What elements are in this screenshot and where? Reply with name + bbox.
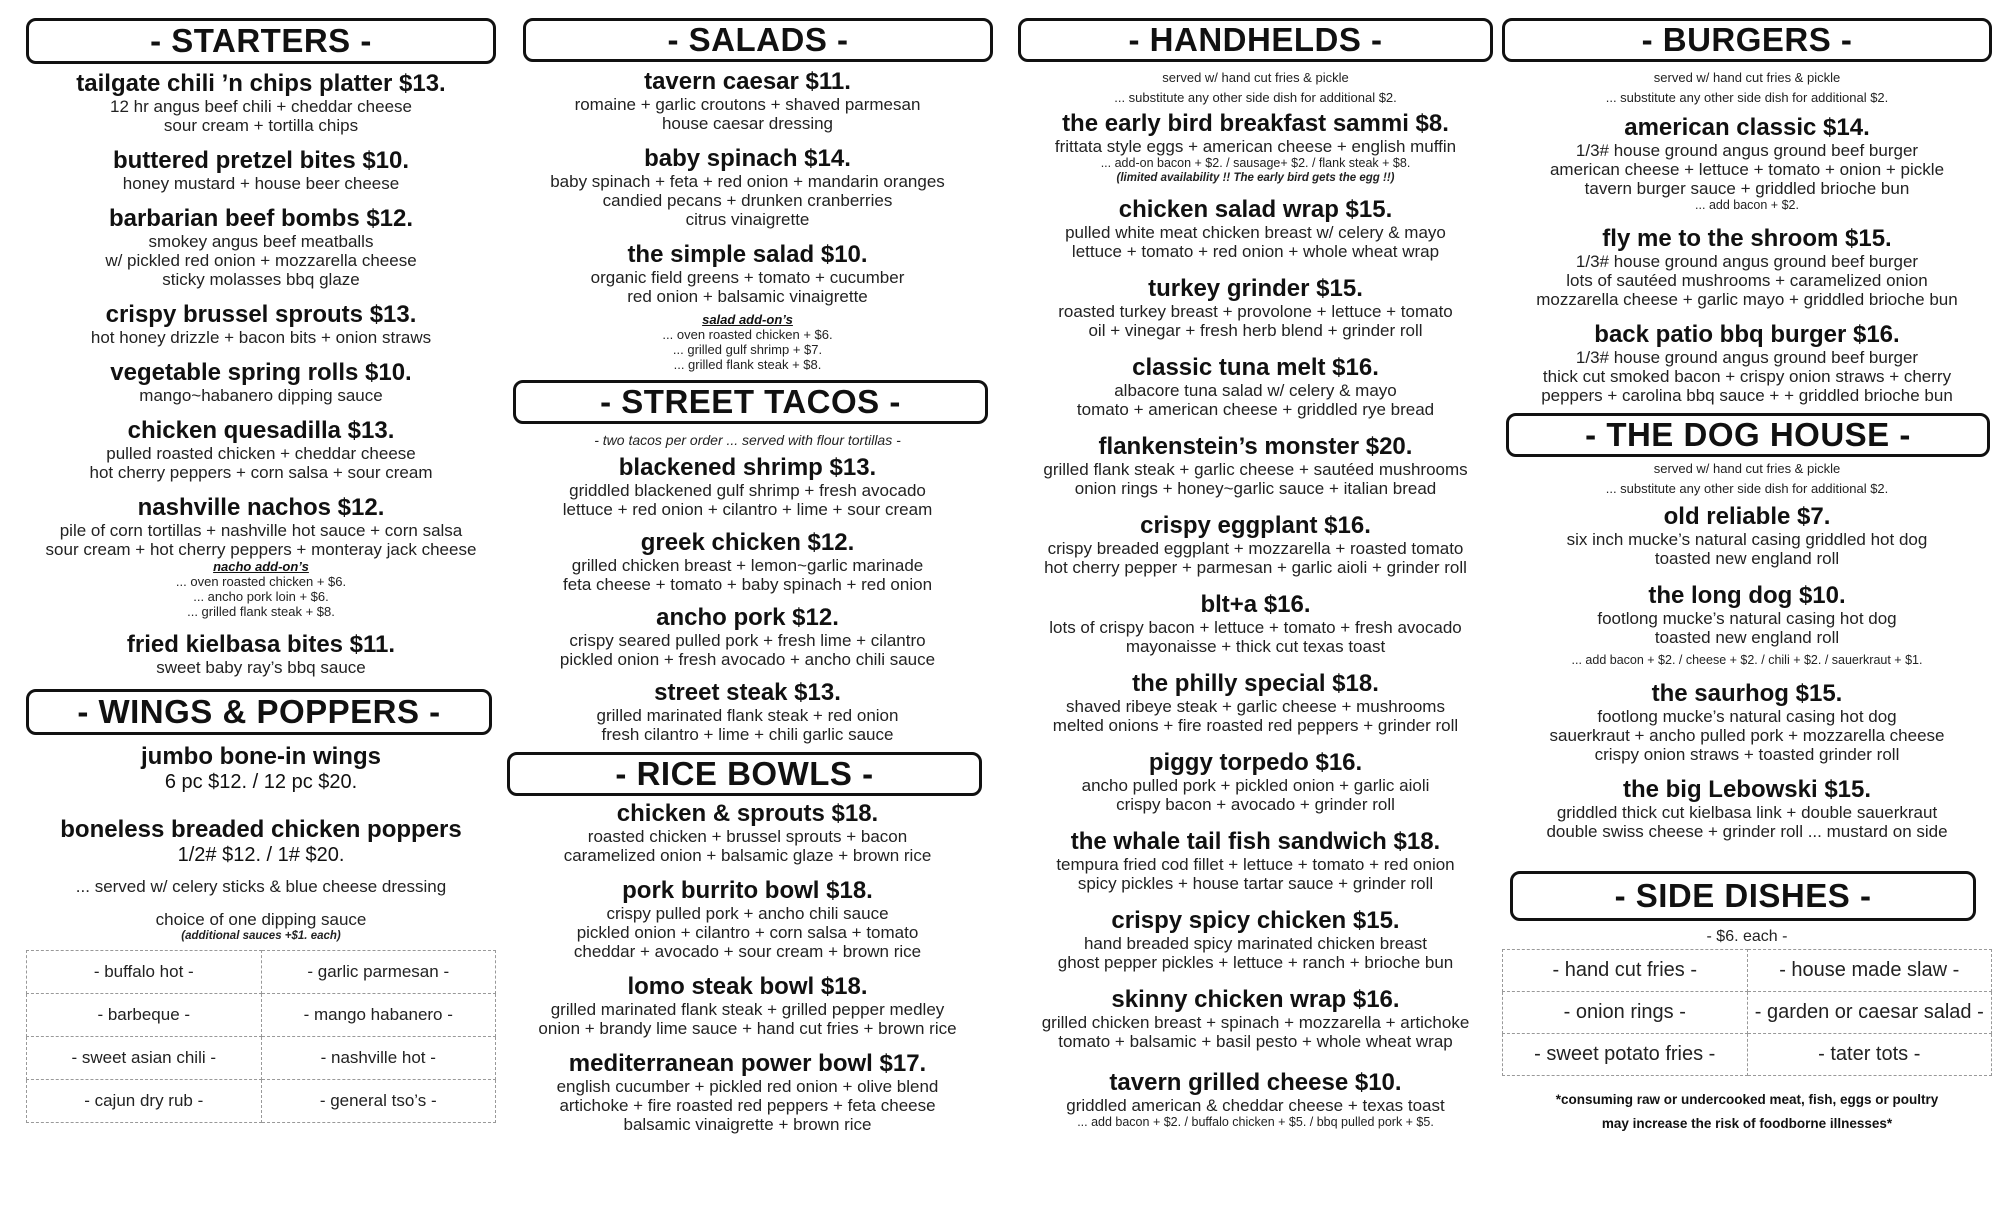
menu-item [1018, 275, 1493, 340]
item-desc: 1/3# house ground angus ground beef burger [1575, 252, 1919, 271]
item-title: american classic $14. [1624, 114, 1870, 141]
item-desc: griddled blackened gulf shrimp + fresh avocado [569, 481, 926, 500]
item-title: tavern caesar $11. [644, 68, 851, 95]
item-desc: pickled onion + fresh avocado + ancho chili sauce [559, 650, 936, 669]
item-desc: hot cherry pepper + parmesan + garlic aioli + grinder roll [1044, 558, 1467, 577]
item-extra: ... add bacon + $2. / buffalo chicken + $5. / bbq pulled pork + $5. [1077, 1115, 1434, 1129]
handhelds-note: ... substitute any other side dish for additional $2. [1114, 90, 1397, 105]
menu-item [1018, 749, 1493, 814]
item-desc: tempura fried cod fillet + lettuce + tomato + red onion [1056, 855, 1455, 874]
item-desc: roasted turkey breast + provolone + lettuce + tomato [1058, 302, 1453, 321]
item-desc: peppers + carolina bbq sauce + + griddled brioche bun [1541, 386, 1953, 405]
menu-item [1018, 907, 1493, 972]
menu-item [1502, 680, 1992, 764]
item-desc: mozzarella cheese + garlic mayo + griddled brioche bun [1536, 290, 1958, 309]
item-desc: candied pecans + drunken cranberries [602, 191, 893, 210]
item-desc: sauerkraut + ancho pulled pork + mozzarella cheese [1549, 726, 1945, 745]
item-desc: crispy seared pulled pork + fresh lime + cilantro [569, 631, 926, 650]
table-row [1503, 950, 1992, 992]
item-desc: lettuce + tomato + red onion + whole wheat wrap [1071, 242, 1440, 261]
dog-house-header: - THE DOG HOUSE - [1506, 413, 1990, 457]
sauce-grid [26, 950, 496, 1123]
table-row [27, 994, 496, 1037]
item-title: the whale tail fish sandwich $18. [1070, 828, 1441, 855]
item-desc: grilled marinated flank steak + grilled pepper medley [550, 1000, 945, 1019]
item-title: ancho pork $12. [656, 604, 839, 631]
item-desc: tomato + american cheese + griddled rye bread [1076, 400, 1435, 419]
side-option: - tater tots - [1747, 1034, 1992, 1076]
addon-line: ... oven roasted chicken + $6. [175, 574, 347, 589]
item-desc: lots of crispy bacon + lettuce + tomato + fresh avocado [1049, 618, 1462, 637]
item-desc: toasted new england roll [1654, 628, 1840, 647]
addon-title: salad add-on’s [702, 312, 793, 327]
item-desc: albacore tuna salad w/ celery & mayo [1114, 381, 1397, 400]
menu-item [1018, 828, 1493, 893]
wings-price: 6 pc $12. / 12 pc $20. [164, 771, 358, 793]
item-title: skinny chicken wrap $16. [1111, 986, 1400, 1013]
item-desc: feta cheese + tomato + baby spinach + red onion [562, 575, 933, 594]
item-title: old reliable $7. [1663, 503, 1831, 530]
item-desc: ghost pepper pickles + lettuce + ranch + brioche bun [1057, 953, 1454, 972]
item-title: baby spinach $14. [644, 145, 851, 172]
handhelds-header: - HANDHELDS - [1018, 18, 1493, 62]
item-desc: grilled chicken breast + lemon~garlic marinade [571, 556, 924, 575]
item-title: the saurhog $15. [1651, 680, 1843, 707]
sauce-option: - nashville hot - [261, 1037, 496, 1080]
item-title: jumbo bone-in wings [141, 743, 381, 770]
menu-item [505, 145, 990, 229]
sauce-option: - barbeque - [27, 994, 262, 1037]
dipping-choice: choice of one dipping sauce [155, 910, 367, 929]
item-desc: ancho pulled pork + pickled onion + garlic aioli [1081, 776, 1430, 795]
dogs-note: served w/ hand cut fries & pickle [1653, 461, 1841, 476]
item-title: lomo steak bowl $18. [627, 973, 868, 1000]
menu-item [26, 494, 496, 559]
item-title: nashville nachos $12. [137, 494, 385, 521]
menu-item [1502, 225, 1992, 309]
item-desc: sour cream + hot cherry peppers + monteray jack cheese [45, 540, 477, 559]
menu-item [1018, 591, 1493, 656]
item-desc: american cheese + lettuce + tomato + onion + pickle [1549, 160, 1945, 179]
salads-header: - SALADS - [523, 18, 993, 62]
item-title: chicken & sprouts $18. [616, 800, 879, 827]
menu-item [1018, 670, 1493, 735]
item-desc: footlong mucke’s natural casing hot dog [1597, 609, 1897, 628]
sauce-option: - garlic parmesan - [261, 951, 496, 994]
wings-header: - WINGS & POPPERS - [26, 689, 492, 735]
item-title: the simple salad $10. [627, 241, 868, 268]
disclaimer-line: *consuming raw or undercooked meat, fish, eggs or poultry [1555, 1092, 1939, 1107]
item-desc: hand breaded spicy marinated chicken breast [1083, 934, 1428, 953]
column-starters [26, 0, 496, 1214]
item-desc: fresh cilantro + lime + chili garlic sauce [601, 725, 894, 744]
item-desc: crispy pulled pork + ancho chili sauce [606, 904, 889, 923]
item-desc: hot honey drizzle + bacon bits + onion straws [90, 328, 432, 347]
item-desc: six inch mucke’s natural casing griddled hot dog [1566, 530, 1928, 549]
item-desc: onion + brandy lime sauce + hand cut fries + brown rice [538, 1019, 957, 1038]
item-desc: double swiss cheese + grinder roll ... mustard on side [1546, 822, 1948, 841]
item-desc: cheddar + avocado + sour cream + brown rice [573, 942, 922, 961]
menu-item [505, 529, 990, 594]
item-title: back patio bbq burger $16. [1594, 321, 1900, 348]
item-desc: frittata style eggs + american cheese + english muffin [1054, 137, 1457, 156]
menu-item [1018, 196, 1493, 261]
item-title: fried kielbasa bites $11. [126, 631, 396, 658]
item-desc: organic field greens + tomato + cucumber [590, 268, 905, 287]
item-desc: spicy pickles + house tartar sauce + grinder roll [1077, 874, 1434, 893]
item-desc: grilled marinated flank steak + red onion [596, 706, 899, 725]
menu-item [1502, 114, 1992, 213]
item-title: mediterranean power bowl $17. [568, 1050, 927, 1077]
item-desc: balsamic vinaigrette + brown rice [623, 1115, 872, 1134]
menu-item [1018, 433, 1493, 498]
item-extra: ... add-on bacon + $2. / sausage+ $2. / flank steak + $8. [1100, 156, 1411, 170]
item-desc: melted onions + fire roasted red peppers + grinder roll [1052, 716, 1459, 735]
item-desc: griddled thick cut kielbasa link + double sauerkraut [1556, 803, 1938, 822]
item-desc: romaine + garlic croutons + shaved parmesan [574, 95, 921, 114]
item-extra: ... add bacon + $2. / cheese + $2. / chili + $2. / sauerkraut + $1. [1571, 653, 1923, 667]
item-title: chicken quesadilla $13. [127, 417, 395, 444]
item-title: crispy eggplant $16. [1140, 512, 1371, 539]
menu-item [1502, 776, 1992, 841]
item-desc: toasted new england roll [1654, 549, 1840, 568]
addon-line: ... oven roasted chicken + $6. [662, 327, 833, 342]
side-option: - garden or caesar salad - [1747, 992, 1992, 1034]
item-desc: honey mustard + house beer cheese [122, 174, 400, 193]
item-title: buttered pretzel bites $10. [112, 147, 410, 174]
item-desc: pulled roasted chicken + cheddar cheese [106, 444, 416, 463]
item-desc: pulled white meat chicken breast w/ celery & mayo [1065, 223, 1446, 242]
menu-item [505, 1050, 990, 1134]
item-desc: 1/3# house ground angus ground beef burger [1575, 141, 1919, 160]
burgers-note: served w/ hand cut fries & pickle [1653, 70, 1841, 85]
menu-item [505, 800, 990, 865]
item-title: blt+a $16. [1200, 591, 1311, 618]
menu-item [505, 241, 990, 306]
table-row [27, 1080, 496, 1123]
side-option: - house made slaw - [1747, 950, 1992, 992]
sides-grid [1502, 949, 1992, 1076]
handhelds-note: served w/ hand cut fries & pickle [1162, 70, 1349, 85]
sauce-option: - sweet asian chili - [27, 1037, 262, 1080]
tacos-header: - STREET TACOS - [513, 380, 988, 424]
menu-item [505, 68, 990, 133]
menu-item [505, 604, 990, 669]
item-title: turkey grinder $15. [1148, 275, 1363, 302]
column-salads-tacos-bowls [505, 0, 990, 1214]
side-dishes-header: - SIDE DISHES - [1510, 871, 1976, 921]
item-desc: sticky molasses bbq glaze [162, 270, 360, 289]
item-title: crispy spicy chicken $15. [1111, 907, 1400, 934]
item-desc: crispy bacon + avocado + grinder roll [1116, 795, 1395, 814]
addon-line: ... grilled gulf shrimp + $7. [672, 342, 823, 357]
addon-line: ... ancho pork loin + $6. [193, 589, 329, 604]
item-extra: (limited availability !! The early bird gets the egg !!) [1116, 172, 1395, 184]
salad-addons [505, 312, 990, 372]
disclaimer-line: may increase the risk of foodborne illnesses* [1601, 1116, 1893, 1131]
item-title: chicken salad wrap $15. [1118, 196, 1393, 223]
menu-item [26, 631, 496, 677]
served-note: ... served w/ celery sticks & blue cheese dressing [75, 877, 447, 896]
item-title: vegetable spring rolls $10. [110, 359, 412, 386]
item-title: piggy torpedo $16. [1148, 749, 1363, 776]
item-title: tavern grilled cheese $10. [1109, 1069, 1402, 1096]
item-desc: griddled american & cheddar cheese + texas toast [1066, 1096, 1445, 1115]
table-row [27, 1037, 496, 1080]
item-extra: ... add bacon + $2. [1695, 198, 1799, 212]
burgers-note: ... substitute any other side dish for additional $2. [1605, 90, 1889, 105]
item-desc: 12 hr angus beef chili + cheddar cheese [110, 97, 412, 116]
item-title: boneless breaded chicken poppers [60, 816, 462, 843]
additional-sauces: (additional sauces +$1. each) [181, 930, 341, 942]
item-title: pork burrito bowl $18. [622, 877, 873, 904]
item-title: fly me to the shroom $15. [1602, 225, 1892, 252]
item-desc: lettuce + red onion + cilantro + lime + sour cream [562, 500, 933, 519]
sauce-option: - general tso’s - [261, 1080, 496, 1123]
item-title: street steak $13. [654, 679, 841, 706]
nacho-addons [26, 559, 496, 619]
menu-item [1502, 321, 1992, 405]
menu-item [1502, 503, 1992, 568]
item-desc: oil + vinegar + fresh herb blend + grinder roll [1088, 321, 1423, 340]
item-desc: mango~habanero dipping sauce [139, 386, 383, 405]
menu-item [505, 454, 990, 519]
item-desc: red onion + balsamic vinaigrette [627, 287, 868, 306]
menu-item [26, 301, 496, 347]
item-title: blackened shrimp $13. [618, 454, 877, 481]
tacos-note: - two tacos per order ... served with flour tortillas - [594, 432, 901, 448]
addon-line: ... grilled flank steak + $8. [187, 604, 335, 619]
item-desc: shaved ribeye steak + garlic cheese + mushrooms [1066, 697, 1445, 716]
item-title: barbarian beef bombs $12. [108, 205, 414, 232]
table-row [1503, 992, 1992, 1034]
disclaimer [1502, 1088, 1992, 1136]
item-desc: onion rings + honey~garlic sauce + italian bread [1074, 479, 1437, 498]
poppers-block [26, 816, 496, 867]
table-row [27, 951, 496, 994]
column-handhelds [1018, 0, 1493, 1214]
item-title: flankenstein’s monster $20. [1098, 433, 1413, 460]
item-desc: crispy breaded eggplant + mozzarella + roasted tomato [1047, 539, 1464, 558]
bowls-header: - RICE BOWLS - [507, 752, 982, 796]
menu-item [1502, 582, 1992, 668]
item-desc: artichoke + fire roasted red peppers + feta cheese [559, 1096, 936, 1115]
item-desc: footlong mucke’s natural casing hot dog [1597, 707, 1897, 726]
addon-line: ... grilled flank steak + $8. [673, 357, 822, 372]
menu-item [1018, 1069, 1493, 1130]
item-title: crispy brussel sprouts $13. [105, 301, 417, 328]
item-desc: caramelized onion + balsamic glaze + brown rice [563, 846, 932, 865]
item-desc: sour cream + tortilla chips [163, 116, 359, 135]
burgers-header: - BURGERS - [1502, 18, 1992, 62]
menu-item [26, 359, 496, 405]
menu-item [505, 877, 990, 961]
dogs-note: ... substitute any other side dish for additional $2. [1605, 481, 1889, 496]
table-row [1503, 1034, 1992, 1076]
sauce-option: - cajun dry rub - [27, 1080, 262, 1123]
side-option: - sweet potato fries - [1503, 1034, 1748, 1076]
poppers-price: 1/2# $12. / 1# $20. [177, 844, 345, 866]
item-desc: hot cherry peppers + corn salsa + sour cream [89, 463, 433, 482]
item-desc: thick cut smoked bacon + crispy onion straws + cherry [1542, 367, 1952, 386]
item-title: tailgate chili ’n chips platter $13. [76, 70, 446, 97]
item-desc: english cucumber + pickled red onion + olive blend [556, 1077, 939, 1096]
menu-item [1018, 986, 1493, 1051]
item-desc: w/ pickled red onion + mozzarella cheese [105, 251, 417, 270]
item-title: the long dog $10. [1648, 582, 1846, 609]
item-title: classic tuna melt $16. [1132, 354, 1379, 381]
wings-block [26, 743, 496, 794]
item-desc: grilled chicken breast + spinach + mozzarella + artichoke [1041, 1013, 1470, 1032]
menu-item [26, 205, 496, 289]
item-desc: tavern burger sauce + griddled brioche bun [1584, 179, 1910, 198]
menu-item [26, 417, 496, 482]
item-desc: mayonaisse + thick cut texas toast [1125, 637, 1386, 656]
starters-header: - STARTERS - [26, 18, 496, 64]
item-title: the philly special $18. [1132, 670, 1379, 697]
item-desc: lots of sautéed mushrooms + caramelized onion [1566, 271, 1928, 290]
item-desc: pile of corn tortillas + nashville hot sauce + corn salsa [59, 521, 463, 540]
item-title: greek chicken $12. [640, 529, 855, 556]
addon-title: nacho add-on’s [213, 559, 309, 574]
item-desc: smokey angus beef meatballs [148, 232, 374, 251]
item-desc: baby spinach + feta + red onion + mandarin oranges [550, 172, 945, 191]
column-burgers-dogs-sides [1502, 0, 1992, 1214]
menu-item [1018, 512, 1493, 577]
item-desc: house caesar dressing [661, 114, 834, 133]
side-option: - onion rings - [1503, 992, 1748, 1034]
menu-item [26, 70, 496, 135]
menu-item [1018, 110, 1493, 186]
item-title: the early bird breakfast sammi $8. [1062, 110, 1449, 137]
menu-item [505, 973, 990, 1038]
sides-price: - $6. each - [1706, 928, 1788, 945]
item-desc: grilled flank steak + garlic cheese + sautéed mushrooms [1043, 460, 1468, 479]
item-desc: tomato + balsamic + basil pesto + whole wheat wrap [1058, 1032, 1453, 1051]
sauce-option: - mango habanero - [261, 994, 496, 1037]
item-desc: 1/3# house ground angus ground beef burger [1575, 348, 1919, 367]
item-title: the big Lebowski $15. [1622, 776, 1872, 803]
menu-item [26, 147, 496, 193]
item-desc: citrus vinaigrette [685, 210, 810, 229]
sauce-option: - buffalo hot - [27, 951, 262, 994]
item-desc: sweet baby ray’s bbq sauce [156, 658, 366, 677]
menu-item [505, 679, 990, 744]
item-desc: roasted chicken + brussel sprouts + bacon [587, 827, 908, 846]
side-option: - hand cut fries - [1503, 950, 1748, 992]
menu-item [1018, 354, 1493, 419]
item-desc: pickled onion + cilantro + corn salsa + tomato [576, 923, 919, 942]
item-desc: crispy onion straws + toasted grinder roll [1594, 745, 1900, 764]
